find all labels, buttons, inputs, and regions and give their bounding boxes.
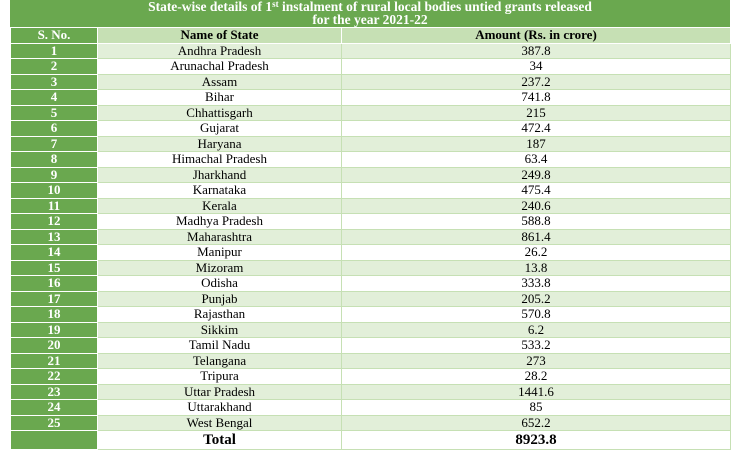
row-sno: 8 xyxy=(11,152,98,168)
row-amount: 215 xyxy=(342,105,731,121)
table-row xyxy=(11,415,731,431)
row-amount: 34 xyxy=(342,59,731,75)
row-sno: 3 xyxy=(11,74,98,90)
row-amount: 533.2 xyxy=(342,338,731,354)
grants-table xyxy=(10,27,731,450)
row-state-name: Gujarat xyxy=(98,121,342,137)
row-sno: 5 xyxy=(11,105,98,121)
row-amount: 63.4 xyxy=(342,152,731,168)
row-state-name: Telangana xyxy=(98,353,342,369)
row-sno: 7 xyxy=(11,136,98,152)
row-sno: 9 xyxy=(11,167,98,183)
table-row xyxy=(11,105,731,121)
table-row xyxy=(11,214,731,230)
row-amount: 472.4 xyxy=(342,121,731,137)
row-state-name: Odisha xyxy=(98,276,342,292)
row-state-name: Tamil Nadu xyxy=(98,338,342,354)
row-state-name: Uttar Pradesh xyxy=(98,384,342,400)
title-line1-suffix: instalment of rural local bodies untied grants released xyxy=(278,0,592,14)
row-amount: 333.8 xyxy=(342,276,731,292)
table-body xyxy=(11,43,731,450)
row-amount: 85 xyxy=(342,400,731,416)
row-amount: 28.2 xyxy=(342,369,731,385)
row-amount: 570.8 xyxy=(342,307,731,323)
table-row xyxy=(11,183,731,199)
title-superscript: st xyxy=(272,0,279,9)
row-amount: 861.4 xyxy=(342,229,731,245)
total-label: Total xyxy=(98,431,342,450)
table-row xyxy=(11,322,731,338)
row-sno: 18 xyxy=(11,307,98,323)
table-row xyxy=(11,338,731,354)
row-sno: 22 xyxy=(11,369,98,385)
table-row xyxy=(11,136,731,152)
header-amount: Amount (Rs. in crore) xyxy=(342,28,731,44)
total-amount: 8923.8 xyxy=(342,431,731,450)
total-row xyxy=(11,431,731,450)
row-sno: 10 xyxy=(11,183,98,199)
row-sno: 24 xyxy=(11,400,98,416)
row-state-name: Bihar xyxy=(98,90,342,106)
row-sno: 2 xyxy=(11,59,98,75)
row-sno: 13 xyxy=(11,229,98,245)
row-amount: 205.2 xyxy=(342,291,731,307)
table-row xyxy=(11,291,731,307)
row-state-name: Jharkhand xyxy=(98,167,342,183)
row-state-name: Arunachal Pradesh xyxy=(98,59,342,75)
row-sno: 25 xyxy=(11,415,98,431)
row-sno: 4 xyxy=(11,90,98,106)
row-state-name: Andhra Pradesh xyxy=(98,43,342,59)
row-state-name: Madhya Pradesh xyxy=(98,214,342,230)
row-amount: 652.2 xyxy=(342,415,731,431)
row-sno: 23 xyxy=(11,384,98,400)
table-row xyxy=(11,152,731,168)
row-sno: 19 xyxy=(11,322,98,338)
row-sno: 14 xyxy=(11,245,98,261)
row-state-name: Chhattisgarh xyxy=(98,105,342,121)
row-state-name: Kerala xyxy=(98,198,342,214)
table-row xyxy=(11,307,731,323)
table-row xyxy=(11,276,731,292)
table-row xyxy=(11,43,731,59)
table-row xyxy=(11,121,731,137)
row-sno: 12 xyxy=(11,214,98,230)
row-amount: 1441.6 xyxy=(342,384,731,400)
row-state-name: Haryana xyxy=(98,136,342,152)
total-sno xyxy=(11,431,98,450)
row-state-name: Tripura xyxy=(98,369,342,385)
row-state-name: Manipur xyxy=(98,245,342,261)
title-line1-prefix: State-wise details of 1 xyxy=(148,0,273,14)
row-sno: 15 xyxy=(11,260,98,276)
row-sno: 16 xyxy=(11,276,98,292)
row-state-name: Karnataka xyxy=(98,183,342,199)
row-amount: 475.4 xyxy=(342,183,731,199)
row-amount: 237.2 xyxy=(342,74,731,90)
row-amount: 187 xyxy=(342,136,731,152)
row-amount: 240.6 xyxy=(342,198,731,214)
row-amount: 387.8 xyxy=(342,43,731,59)
row-amount: 26.2 xyxy=(342,245,731,261)
row-amount: 273 xyxy=(342,353,731,369)
table-row xyxy=(11,198,731,214)
row-amount: 6.2 xyxy=(342,322,731,338)
table-row xyxy=(11,245,731,261)
table-row xyxy=(11,229,731,245)
table-title xyxy=(10,0,730,27)
table-row xyxy=(11,260,731,276)
header-state-name: Name of State xyxy=(98,28,342,44)
table-row xyxy=(11,59,731,75)
table-row xyxy=(11,74,731,90)
table-row xyxy=(11,369,731,385)
row-state-name: Assam xyxy=(98,74,342,90)
row-amount: 588.8 xyxy=(342,214,731,230)
row-sno: 6 xyxy=(11,121,98,137)
row-sno: 17 xyxy=(11,291,98,307)
row-state-name: Maharashtra xyxy=(98,229,342,245)
row-amount: 741.8 xyxy=(342,90,731,106)
row-sno: 20 xyxy=(11,338,98,354)
title-line2: for the year 2021-22 xyxy=(312,12,428,27)
table-row xyxy=(11,353,731,369)
table-row xyxy=(11,400,731,416)
row-amount: 13.8 xyxy=(342,260,731,276)
row-state-name: Rajasthan xyxy=(98,307,342,323)
table-row xyxy=(11,384,731,400)
row-state-name: Punjab xyxy=(98,291,342,307)
row-state-name: Mizoram xyxy=(98,260,342,276)
header-sno: S. No. xyxy=(11,28,98,44)
row-state-name: West Bengal xyxy=(98,415,342,431)
row-state-name: Sikkim xyxy=(98,322,342,338)
table-row xyxy=(11,167,731,183)
header-row xyxy=(11,28,731,44)
row-amount: 249.8 xyxy=(342,167,731,183)
row-sno: 21 xyxy=(11,353,98,369)
row-sno: 1 xyxy=(11,43,98,59)
table-row xyxy=(11,90,731,106)
row-state-name: Himachal Pradesh xyxy=(98,152,342,168)
row-state-name: Uttarakhand xyxy=(98,400,342,416)
row-sno: 11 xyxy=(11,198,98,214)
